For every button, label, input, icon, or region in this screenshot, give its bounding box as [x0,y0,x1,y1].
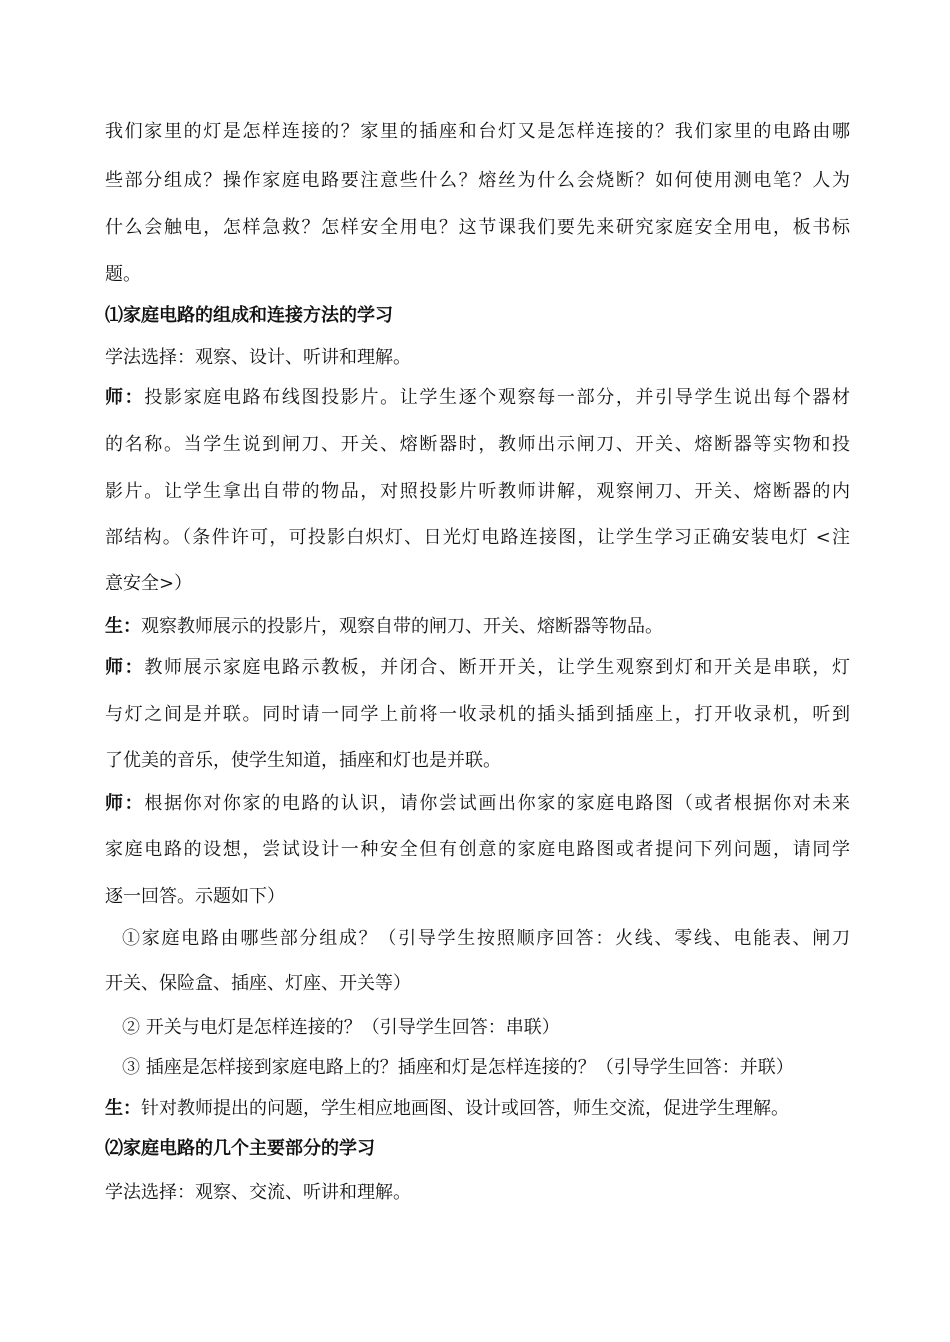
intro-line-1: 我们家里的灯是怎样连接的？家里的插座和台灯又是怎样连接的？我们家里的电路由哪 [105,121,850,142]
para-text: 根据你对你家的电路的认识，请你尝试画出你家的家庭电路图（或者根据你对未来 [144,793,851,814]
para-text: 教师展示家庭电路示教板，并闭合、断开开关，让学生观察到灯和开关是串联，灯 [144,657,851,678]
section-2-method: 学法选择：观察、交流、听讲和理解。 [105,1182,411,1203]
section-1-heading: ⑴家庭电路的组成和连接方法的学习 [105,305,393,326]
intro-line-3: 什么会触电，怎样急救？怎样安全用电？这节课我们要先来研究家庭安全用电，板书标 [105,217,850,238]
question-3: ③ 插座是怎样接到家庭电路上的？插座和灯是怎样连接的？（引导学生回答：并联） [122,1057,794,1078]
teacher-para-2-line-3: 了优美的音乐，使学生知道，插座和灯也是并联。 [105,750,501,771]
para-text: 针对教师提出的问题，学生相应地画图、设计或回答，师生交流，促进学生理解。 [141,1098,789,1119]
question-1-line-2: 开关、保险盒、插座、灯座、开关等） [105,973,411,994]
para-text: 观察教师展示的投影片，观察自带的闸刀、开关、熔断器等物品。 [141,616,663,637]
para-text: 投影家庭电路布线图投影片。让学生逐个观察每一部分，并引导学生说出每个器材 [144,387,851,408]
question-1-line-1: ①家庭电路由哪些部分组成？（引导学生按照顺序回答：火线、零线、电能表、闸刀 [122,928,850,949]
intro-line-2: 些部分组成？操作家庭电路要注意些什么？熔丝为什么会烧断？如何使用测电笔？人为 [105,170,850,191]
student-para-1 [105,615,850,639]
teacher-para-1-line-3: 影片。让学生拿出自带的物品，对照投影片听教师讲解，观察闸刀、开关、熔断器的内 [105,481,850,502]
teacher-para-3-line-2: 家庭电路的设想，尝试设计一种安全但有创意的家庭电路图或者提问下列问题，请同学 [105,839,850,860]
speaker-label: 师： [105,657,145,678]
teacher-para-1-line-4: 部结构。（条件许可，可投影白炽灯、日光灯电路连接图，让学生学习正确安装电灯 <注 [105,527,850,548]
teacher-para-1-line-5: 意安全>） [105,573,193,594]
student-para-2 [105,1097,850,1121]
speaker-label: 师： [105,387,145,408]
intro-line-4: 题。 [105,264,141,285]
speaker-label: 生： [105,616,141,637]
speaker-label: 生： [105,1098,141,1119]
section-1-method: 学法选择：观察、设计、听讲和理解。 [105,347,411,368]
section-2-heading: ⑵家庭电路的几个主要部分的学习 [105,1138,375,1159]
teacher-para-3-line-3: 逐一回答。示题如下） [105,886,285,907]
teacher-para-1-line-1 [105,386,850,410]
question-2: ② 开关与电灯是怎样连接的？（引导学生回答：串联） [122,1017,560,1038]
teacher-para-2-line-2: 与灯之间是并联。同时请一同学上前将一收录机的插头插到插座上，打开收录机，听到 [105,704,850,725]
speaker-label: 师： [105,793,145,814]
teacher-para-2-line-1 [105,656,850,680]
teacher-para-3-line-1 [105,792,850,816]
teacher-para-1-line-2: 的名称。当学生说到闸刀、开关、熔断器时，教师出示闸刀、开关、熔断器等实物和投 [105,434,850,455]
